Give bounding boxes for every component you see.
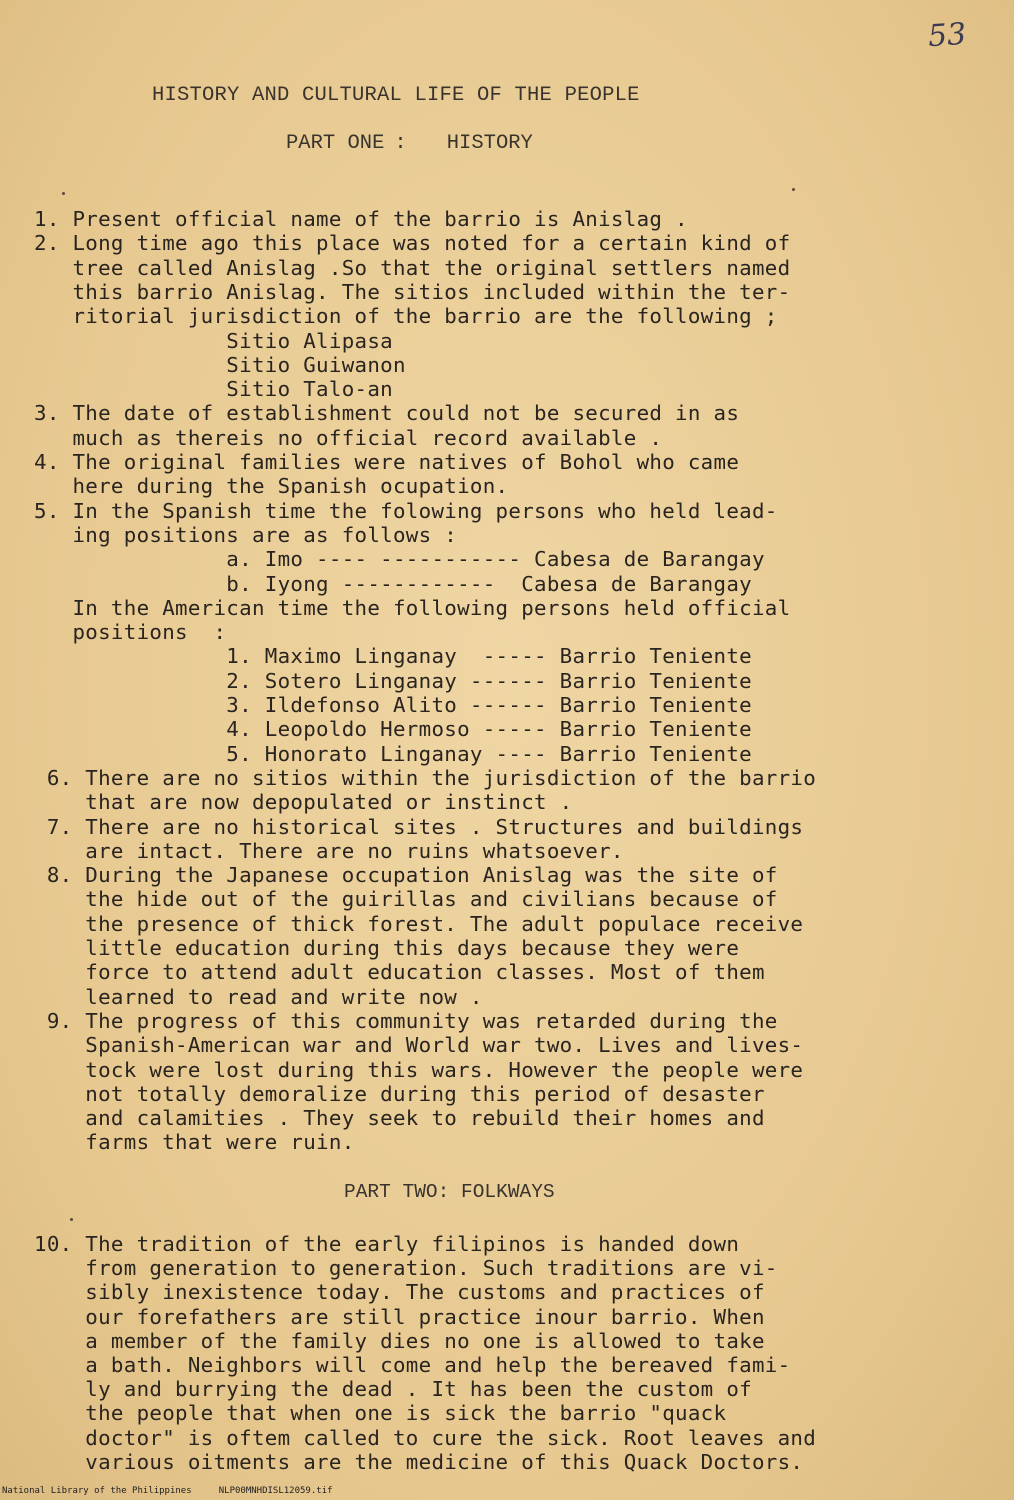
part-one-colon: : — [394, 132, 407, 155]
text-line: Sitio Alipasa — [34, 328, 393, 353]
text-line: force to attend adult education classes. Most of them — [34, 960, 765, 985]
footer-caption: National Library of the Philippines NLP00MNHDISL12059.tif — [2, 1486, 333, 1496]
text-line: 3. Ildefonso Alito ------ Barrio Teniente — [34, 693, 752, 717]
text-line: various oitments are the medicine of this Quack Doctors. — [34, 1449, 804, 1474]
text-line: tock were lost during this wars. However the people were — [34, 1057, 804, 1082]
text-line: 6. There are no sitios within the jurisdiction of the barrio — [34, 765, 817, 790]
text-line: a bath. Neighbors will come and help the bereaved fami- — [34, 1353, 791, 1377]
text-line: ly and burrying the dead . It has been the custom of — [34, 1377, 752, 1402]
text-line: Sitio Guiwanon — [34, 352, 406, 377]
part-two-heading: PART TWO: FOLKWAYS — [344, 1181, 555, 1203]
text-line: here during the Spanish ocupation. — [34, 474, 509, 499]
text-line: 10. The tradition of the early filipinos is handed down — [34, 1232, 740, 1256]
text-line: 8. During the Japanese occupation Anislag was the site of — [34, 863, 778, 888]
text-line: farms that were ruin. — [34, 1130, 355, 1155]
text-line: doctor" is oftem called to cure the sick. Root leaves and — [34, 1425, 817, 1450]
text-line: the presence of thick forest. The adult populace receive — [34, 911, 804, 936]
page-number: 53 — [926, 16, 968, 55]
stray-mark — [62, 192, 65, 195]
page-title: HISTORY AND CULTURAL LIFE OF THE PEOPLE — [152, 84, 640, 107]
text-line: 4. Leopoldo Hermoso ----- Barrio Teniente — [34, 717, 752, 742]
text-line: Spanish-American war and World war two. Lives and lives- — [34, 1033, 804, 1058]
text-line: from generation to generation. Such traditions are vi- — [34, 1256, 778, 1281]
text-line: Sitio Talo-an — [34, 377, 393, 402]
text-line: 2. Sotero Linganay ------ Barrio Teniente — [34, 668, 752, 693]
text-line: ritorial jurisdiction of the barrio are the following ; — [34, 304, 778, 329]
text-line: 3. The date of establishment could not be secured in as — [34, 401, 740, 426]
text-line: 4. The original families were natives of Bohol who came — [34, 450, 740, 474]
part-one-heading — [286, 132, 533, 155]
text-line: are intact. There are no ruins whatsoever. — [34, 838, 624, 863]
text-line: not totally demoralize during this period of desaster — [34, 1081, 765, 1106]
stray-mark — [70, 1218, 73, 1221]
text-line: 1. Maximo Linganay ----- Barrio Teniente — [34, 644, 752, 669]
text-line: 7. There are no historical sites . Structures and buildings — [34, 814, 804, 839]
text-line: 2. Long time ago this place was noted for a certain kind of — [34, 231, 791, 256]
part-one-label: PART ONE — [286, 132, 385, 155]
text-line: 5. In the Spanish time the folowing persons who held lead- — [34, 498, 778, 523]
text-line: this barrio Anislag. The sitios included within the ter- — [34, 279, 791, 304]
text-line: learned to read and write now . — [34, 984, 483, 1009]
text-line: a member of the family dies no one is allowed to take — [34, 1328, 765, 1353]
stray-mark — [792, 188, 795, 191]
text-line: much as thereis no official record available . — [34, 425, 663, 450]
text-line: 1. Present official name of the barrio is Anislag . — [34, 207, 688, 231]
text-line: our forefathers are still practice inour barrio. When — [34, 1304, 765, 1329]
text-line: the hide out of the guirillas and civilians because of — [34, 887, 778, 912]
text-line: In the American time the following persons held official — [34, 595, 791, 620]
text-line: that are now depopulated or instinct . — [34, 790, 573, 815]
part-one-name: HISTORY — [446, 132, 533, 155]
text-line: 9. The progress of this community was retarded during the — [34, 1008, 778, 1033]
text-line: a. Imo ---- ----------- Cabesa de Barangay — [34, 547, 765, 572]
text-line: the people that when one is sick the barrio "quack — [34, 1401, 727, 1426]
text-line: b. Iyong ------------ Cabesa de Barangay — [34, 571, 752, 596]
text-line: tree called Anislag .So that the original settlers named — [34, 255, 791, 280]
text-line: and calamities . They seek to rebuild their homes and — [34, 1106, 765, 1131]
text-line: ing positions are as follows : — [34, 522, 458, 547]
text-line: little education during this days because they were — [34, 936, 740, 960]
text-line: positions : — [34, 620, 227, 645]
text-line: sibly inexistence today. The customs and practices of — [34, 1280, 765, 1305]
text-line: 5. Honorato Linganay ---- Barrio Teniente — [34, 741, 752, 766]
